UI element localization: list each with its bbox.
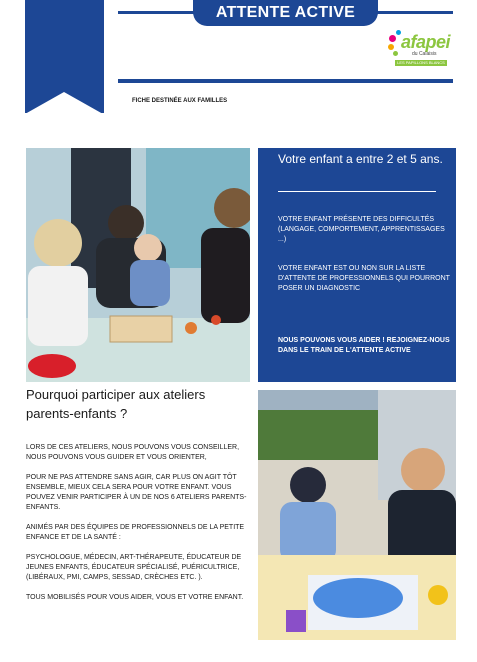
workshop-photo [26, 148, 250, 382]
body-paragraph: TOUS MOBILISÉS POUR VOUS AIDER, VOUS ET VOTRE ENFANT. [26, 594, 244, 601]
info-panel-divider [278, 191, 436, 192]
body-paragraph: LORS DE CES ATELIERS, NOUS POUVONS VOUS CONSEILLER, NOUS POUVONS VOUS GUIDER ET VOUS ORIENTER, [26, 444, 240, 461]
info-panel-call-to-action: NOUS POUVONS VOUS AIDER ! REJOIGNEZ-NOUS DANS LE TRAIN DE L'ATTENTE ACTIVE [278, 337, 450, 354]
painting-activity-photo [258, 390, 456, 640]
document-subtitle: FICHE DESTINÉE AUX FAMILLES [132, 98, 228, 104]
logo-wordmark: afapei [401, 32, 451, 52]
info-panel [258, 148, 456, 382]
info-panel-waiting-list: VOTRE ENFANT EST OU NON SUR LA LISTE D'ATTENTE DE PROFESSIONNELS QUI POURRONT POSER UN DIAGNOSTIC [278, 265, 450, 292]
body-paragraph: POUR NE PAS ATTENDRE SANS AGIR, CAR PLUS ON AGIT TÔT ENSEMBLE, MIEUX CELA SERA POUR VOTRE ENFANT. VOUS POUVEZ VENIR PARTICIPER À UN DE NOS 6 ATELIERS PARENTS-ENFANTS. [26, 474, 247, 511]
section-body [26, 443, 252, 613]
info-panel-heading: Votre enfant a entre 2 et 5 ans. [278, 152, 443, 166]
header-rule-bottom [118, 79, 453, 83]
section-heading: Pourquoi participer aux ateliers parents-enfants ? [26, 387, 206, 421]
logo-tagline: LES PAPILLONS BLANCS [397, 60, 445, 65]
body-paragraph: ANIMÉS PAR DES ÉQUIPES DE PROFESSIONNELS DE LA PETITE ENFANCE ET DE LA SANTÉ : [26, 524, 245, 541]
body-paragraph: PSYCHOLOGUE, MÉDECIN, ART-THÉRAPEUTE, ÉDUCATEUR DE JEUNES ENFANTS, ÉDUCATEUR SPÉCIALISÉ, PUÉRICULTRICE,(LIBÉRAUX, PMI, CAMPS, SESSAD, CRÈCHES ETC. ). [26, 554, 242, 581]
afapei-logo [387, 29, 453, 71]
page-title: ATTENTE ACTIVE [193, 0, 378, 26]
bookmark-notch [25, 92, 103, 114]
info-panel-difficulties: VOTRE ENFANT PRÉSENTE DES DIFFICULTÉS (LANGAGE, COMPORTEMENT, APPRENTISSAGES ...) [278, 216, 445, 243]
logo-subtext: du Calaisis [412, 51, 437, 57]
